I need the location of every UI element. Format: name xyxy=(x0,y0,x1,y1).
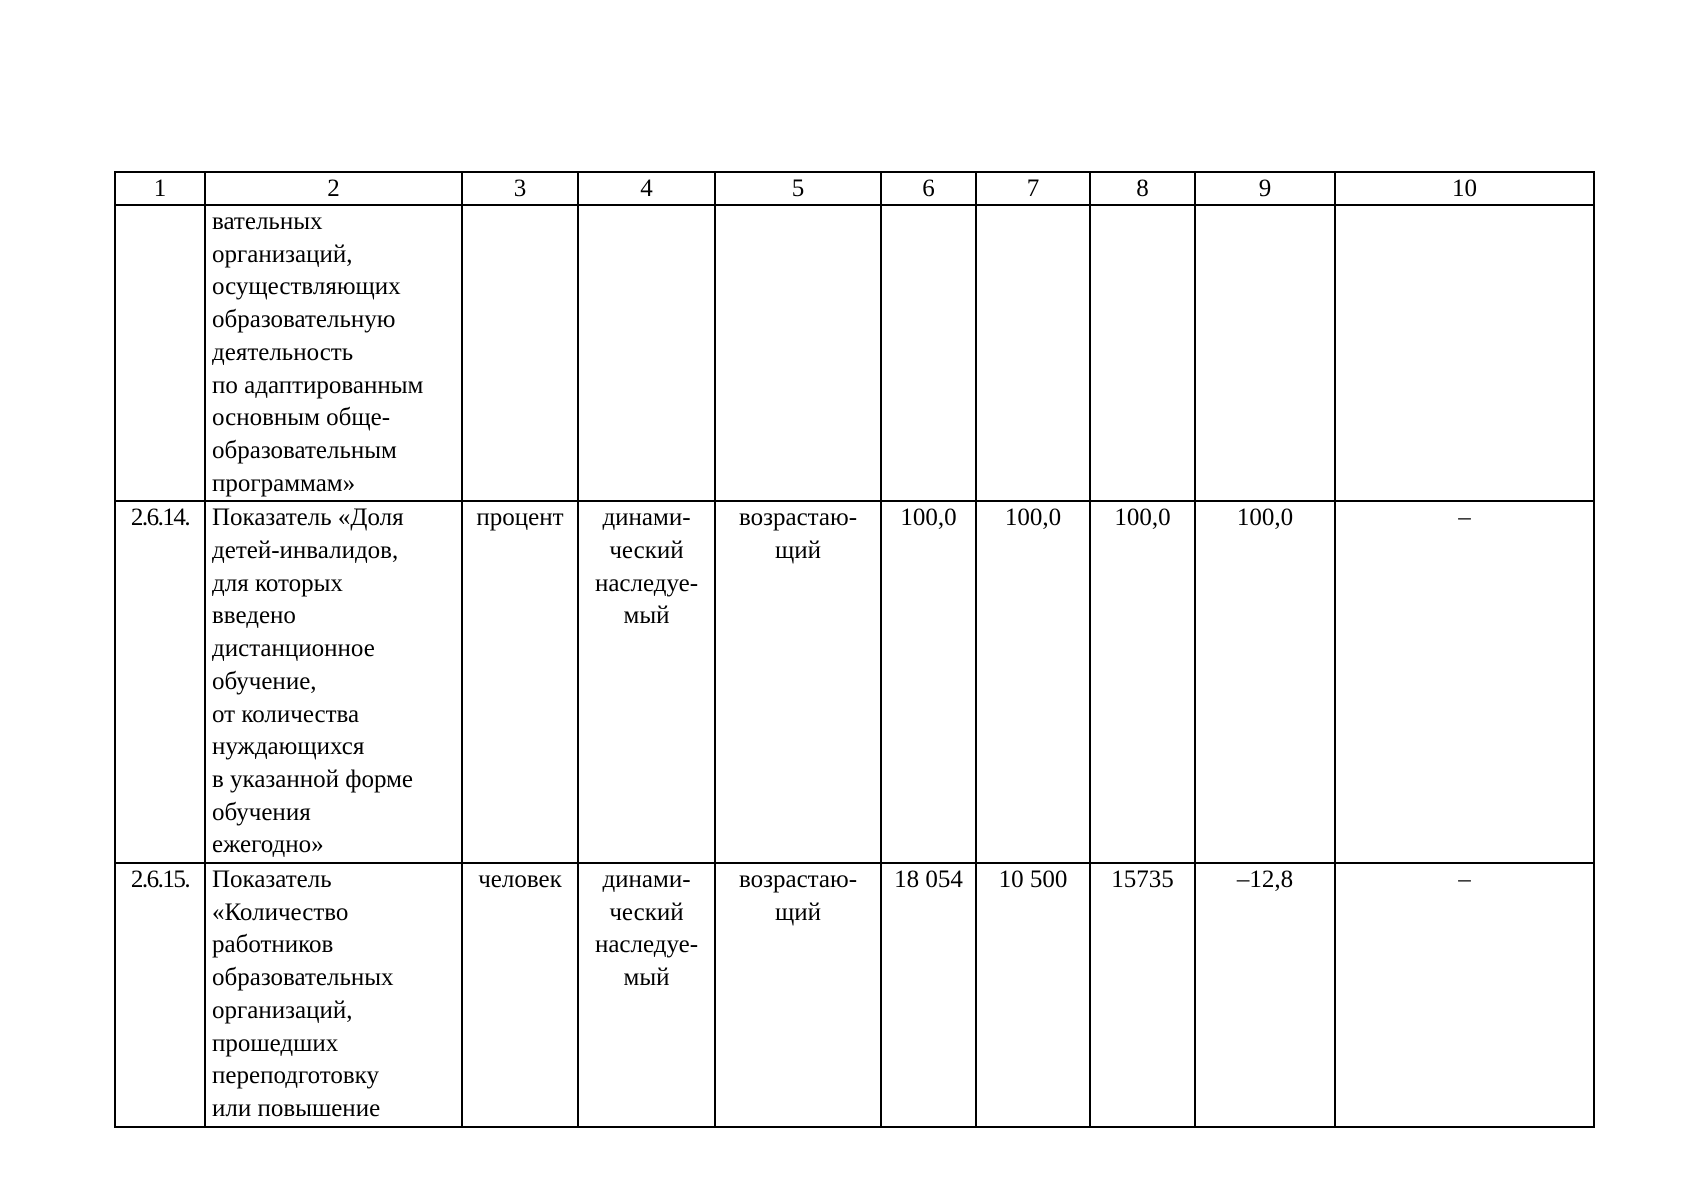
value-col-7-cell xyxy=(976,205,1090,501)
table-row xyxy=(115,863,1594,1127)
indicator-type-cell xyxy=(578,501,715,863)
indicator-type-line: ческий xyxy=(609,898,684,926)
column-header-6: 6 xyxy=(881,172,976,205)
indicator-name-line: переподготовку xyxy=(212,1062,379,1090)
indicator-name-line: в указанной форме xyxy=(212,765,414,793)
indicator-name-line: программам» xyxy=(212,469,356,497)
column-header-8: 8 xyxy=(1090,172,1195,205)
indicator-name-line: прошедших xyxy=(212,1029,339,1057)
value-col-8-cell: 15735 xyxy=(1090,863,1195,1127)
indicator-type-cell xyxy=(578,205,715,501)
trend-direction-line: щий xyxy=(774,537,821,565)
indicator-name-line: деятельность xyxy=(212,338,354,366)
value-col-9-cell: –12,8 xyxy=(1195,863,1335,1127)
indicator-table xyxy=(114,171,1595,1128)
indicator-name-line: Показатель «Доля xyxy=(212,504,404,532)
column-header-3: 3 xyxy=(462,172,578,205)
unit-cell: процент xyxy=(462,501,578,863)
unit-cell xyxy=(462,205,578,501)
indicator-type-line: динами- xyxy=(602,866,691,894)
row-number-cell: 2.6.14. xyxy=(115,501,205,863)
column-number-row xyxy=(115,172,1594,205)
indicator-name-line: детей-инвалидов, xyxy=(212,537,399,565)
value-col-6-cell xyxy=(881,205,976,501)
indicator-type-cell xyxy=(578,863,715,1127)
indicator-name-line: нуждающихся xyxy=(212,733,365,761)
value-col-9-cell xyxy=(1195,205,1335,501)
indicator-type-line: наследуе- xyxy=(594,931,699,959)
column-header-9: 9 xyxy=(1195,172,1335,205)
indicator-type-line: наследуе- xyxy=(594,569,699,597)
indicator-name-line: ежегодно» xyxy=(212,831,324,859)
row-number-cell: 2.6.15. xyxy=(115,863,205,1127)
value-col-9-cell: 100,0 xyxy=(1195,501,1335,863)
indicator-name-line: основным обще- xyxy=(212,404,391,432)
value-col-6-cell: 100,0 xyxy=(881,501,976,863)
indicator-name-line: дистанционное xyxy=(212,635,375,663)
indicator-type-line: ческий xyxy=(609,537,684,565)
indicator-name-line: от количества xyxy=(212,700,360,728)
column-header-10: 10 xyxy=(1335,172,1594,205)
indicator-name-line: по адаптированным xyxy=(212,371,424,399)
indicator-type-line: мый xyxy=(623,602,670,630)
indicator-name-line: осуществляющих xyxy=(212,273,401,301)
indicator-name-line: для которых xyxy=(212,569,343,597)
value-col-8-cell: 100,0 xyxy=(1090,501,1195,863)
column-header-2: 2 xyxy=(205,172,462,205)
column-header-5: 5 xyxy=(715,172,881,205)
column-header-7: 7 xyxy=(976,172,1090,205)
table-row xyxy=(115,205,1594,501)
trend-direction-cell xyxy=(715,501,881,863)
trend-direction-line: возрастаю- xyxy=(738,504,858,532)
indicator-name-line: образовательным xyxy=(212,436,397,464)
indicator-name-line: Показатель xyxy=(212,866,332,894)
column-header-1: 1 xyxy=(115,172,205,205)
indicator-name-line: организаций, xyxy=(212,996,353,1024)
indicator-type-line: динами- xyxy=(602,504,691,532)
indicator-name-line: вательных xyxy=(212,208,323,235)
table-row xyxy=(115,501,1594,863)
trend-direction-cell xyxy=(715,863,881,1127)
indicator-name-line: обучение, xyxy=(212,667,317,695)
indicator-name-line: введено xyxy=(212,602,296,630)
indicator-name-cell xyxy=(205,501,462,863)
value-col-7-cell: 10 500 xyxy=(976,863,1090,1127)
column-header-4: 4 xyxy=(578,172,715,205)
indicator-name-cell xyxy=(205,863,462,1127)
indicator-name-line: «Количество xyxy=(212,898,349,926)
unit-cell: человек xyxy=(462,863,578,1127)
indicator-name-line: обучения xyxy=(212,798,311,826)
indicator-name-line: образовательную xyxy=(212,306,396,334)
value-col-10-cell: – xyxy=(1335,863,1594,1127)
indicator-type-line: мый xyxy=(623,964,670,992)
value-col-7-cell: 100,0 xyxy=(976,501,1090,863)
value-col-10-cell xyxy=(1335,205,1594,501)
row-number-cell xyxy=(115,205,205,501)
value-col-10-cell: – xyxy=(1335,501,1594,863)
value-col-8-cell xyxy=(1090,205,1195,501)
indicator-name-line: или повышение xyxy=(212,1094,381,1122)
indicator-name-line: работников xyxy=(212,931,334,959)
indicator-name-line: организаций, xyxy=(212,240,353,268)
trend-direction-line: возрастаю- xyxy=(738,866,858,894)
indicator-name-line: образовательных xyxy=(212,964,394,992)
trend-direction-cell xyxy=(715,205,881,501)
value-col-6-cell: 18 054 xyxy=(881,863,976,1127)
trend-direction-line: щий xyxy=(774,898,821,926)
indicator-name-cell xyxy=(205,205,462,501)
